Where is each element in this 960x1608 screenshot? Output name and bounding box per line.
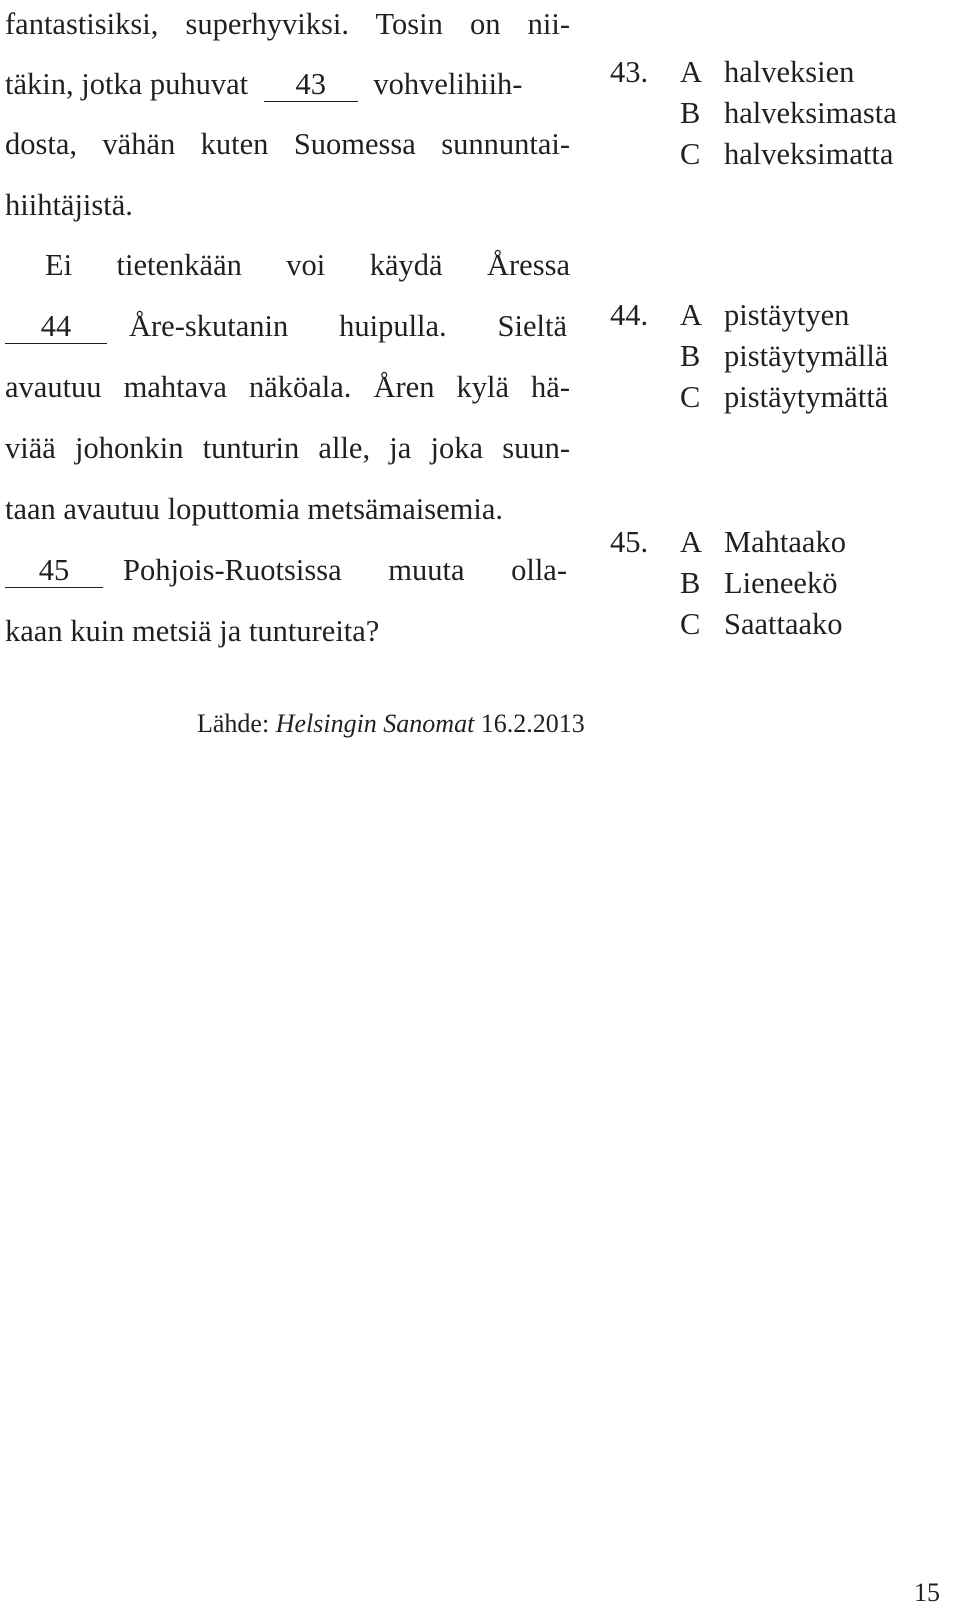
option-letter: A bbox=[680, 55, 703, 89]
passage-line: fantastisiksi, superhyviksi. Tosin on nii- bbox=[5, 7, 570, 41]
option-text: halveksien bbox=[724, 55, 855, 89]
question-number: 44. bbox=[610, 298, 649, 332]
question-number: 45. bbox=[610, 525, 649, 559]
option-text: halveksimasta bbox=[724, 96, 897, 130]
option-letter: B bbox=[680, 339, 701, 373]
option-text: pistäytymällä bbox=[724, 339, 889, 373]
passage-line: hiihtäjistä. bbox=[5, 188, 133, 222]
option-letter: C bbox=[680, 380, 701, 414]
passage-line bbox=[5, 64, 570, 104]
gap-43: 43 bbox=[264, 69, 358, 102]
passage-line: dosta, vähän kuten Suomessa sunnuntai- bbox=[5, 127, 570, 161]
passage-line bbox=[5, 306, 570, 346]
passage-line bbox=[5, 550, 570, 590]
option-text: pistäytymättä bbox=[724, 380, 889, 414]
option-letter: A bbox=[680, 525, 703, 559]
option-letter: C bbox=[680, 607, 701, 641]
page-number: 15 bbox=[914, 1578, 940, 1607]
source-citation bbox=[197, 708, 585, 740]
passage-line: viää johonkin tunturin alle, ja joka suun- bbox=[5, 431, 570, 465]
source-date: 16.2.2013 bbox=[480, 709, 585, 738]
option-letter: C bbox=[680, 137, 701, 171]
option-letter: B bbox=[680, 96, 701, 130]
source-label: Lähde: bbox=[197, 709, 270, 738]
option-letter: A bbox=[680, 298, 703, 332]
passage-line: Ei tietenkään voi käydä Åressa bbox=[45, 248, 570, 282]
gap-44: 44 bbox=[5, 311, 107, 344]
option-text: Mahtaako bbox=[724, 525, 846, 559]
passage-text: vohvelihiih- bbox=[373, 67, 523, 101]
source-publication: Helsingin Sanomat bbox=[275, 709, 475, 738]
passage-line: avautuu mahtava näköala. Åren kylä hä- bbox=[5, 370, 570, 404]
passage-text: täkin, jotka puhuvat bbox=[5, 67, 249, 101]
option-text: halveksimatta bbox=[724, 137, 894, 171]
question-number: 43. bbox=[610, 55, 649, 89]
option-letter: B bbox=[680, 566, 701, 600]
passage-line: kaan kuin metsiä ja tuntureita? bbox=[5, 614, 380, 648]
gap-45: 45 bbox=[5, 555, 103, 588]
option-text: Saattaako bbox=[724, 607, 843, 641]
passage-text: Åre-skutanin huipulla. Sieltä bbox=[129, 309, 567, 343]
option-text: Lieneekö bbox=[724, 566, 838, 600]
passage-line: taan avautuu loputtomia metsämaisemia. bbox=[5, 492, 504, 526]
option-text: pistäytyen bbox=[724, 298, 850, 332]
passage-text: Pohjois-Ruotsissa muuta olla- bbox=[123, 553, 567, 587]
